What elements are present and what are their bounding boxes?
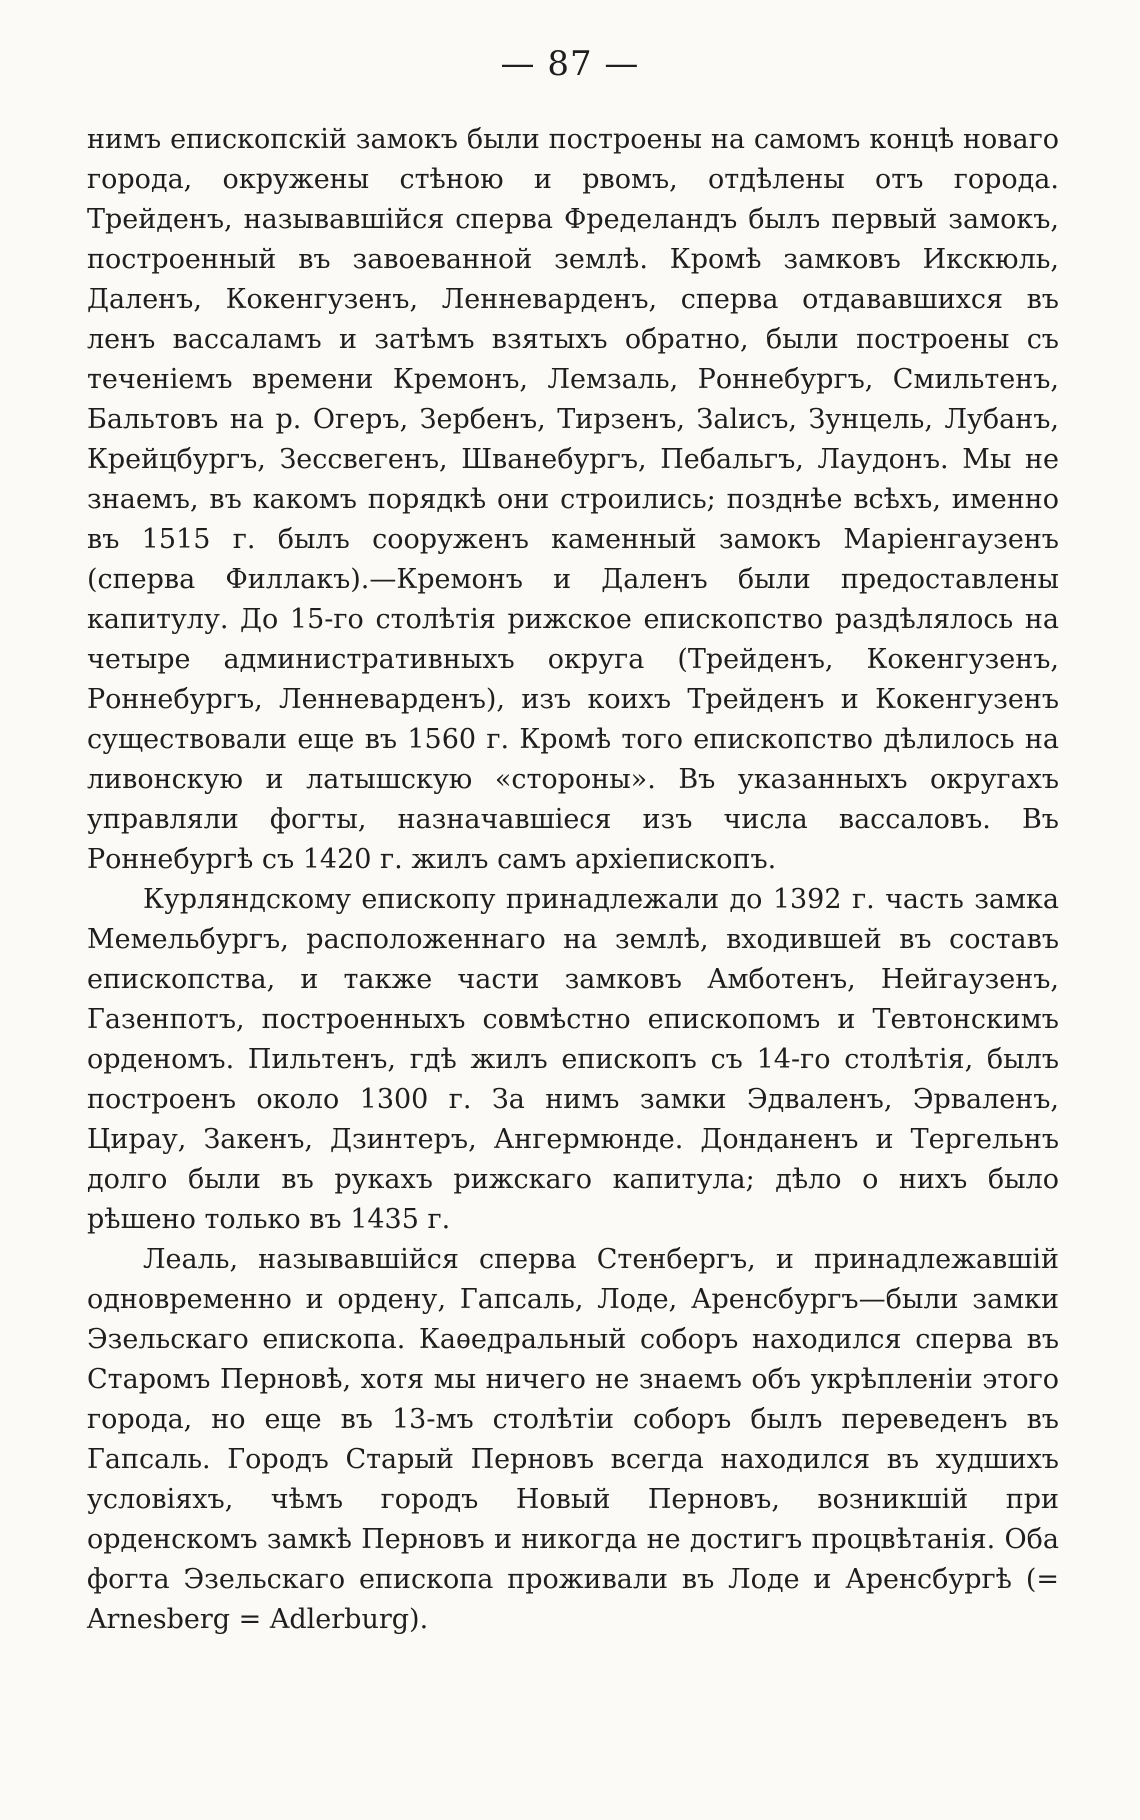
- body-text: [87, 120, 1059, 1640]
- paragraph-3: Леаль, называвшійся сперва Стенбергъ, и принадлежавшій одновременно и ордену, Гапсаль, Лоде, Аренсбургъ—были замки Эзельскаго епископа. Каѳедральный соборъ находился сперва въ Старомъ Перновѣ, хотя мы ничего не знаемъ объ укрѣпленіи этого города, но еще въ 13-мъ столѣтіи соборъ былъ переведенъ въ Гапсаль. Городъ Старый Перновъ всегда находился въ худшихъ условіяхъ, чѣмъ городъ Новый Перновъ, возникшій при орденскомъ замкѣ Перновъ и никогда не достигъ процвѣтанія. Оба фогта Эзельскаго епископа проживали въ Лоде и Аренсбургѣ (= Arnesberg = Adlerburg).: [87, 1244, 1059, 1635]
- paragraph-1: нимъ епископскій замокъ были построены на самомъ концѣ новаго города, окружены стѣною и рвомъ, отдѣлены отъ города. Трейденъ, называвшійся сперва Фределандъ былъ первый замокъ, построенный въ завоеванной землѣ. Кромѣ замковъ Икскюль, Даленъ, Кокенгузенъ, Ленневарденъ, сперва отдававшихся въ ленъ вассаламъ и затѣмъ взятыхъ обратно, были построены съ теченіемъ времени Кремонъ, Лемзаль, Роннебургъ, Смильтенъ, Бальтовъ на р. Огеръ, Зербенъ, Тирзенъ, Зalисъ, Зунцель, Лубанъ, Крейцбургъ, Зессвегенъ, Шванебургъ, Пебальгъ, Лаудонъ. Мы не знаемъ, въ какомъ порядкѣ они строились; позднѣе всѣхъ, именно въ 1515 г. былъ сооруженъ каменный замокъ Маріенгаузенъ (сперва Филлакъ).—Кремонъ и Даленъ были предоставлены капитулу. До 15-го столѣтія рижское епископство раздѣлялось на четыре административныхъ округа (Трейденъ, Кокенгузенъ, Роннебургъ, Ленневарденъ), изъ коихъ Трейденъ и Кокенгузенъ существовали еще въ 1560 г. Кромѣ того епископство дѣлилось на ливонскую и латышскую «стороны». Въ указанныхъ округахъ управляли фогты, назначавшіеся изъ числа вассаловъ. Въ Роннебургѣ съ 1420 г. жилъ самъ архіепископъ.: [87, 124, 1059, 875]
- page-number: — 87 —: [500, 44, 640, 84]
- paragraph-2: Курляндскому епископу принадлежали до 1392 г. часть замка Мемельбургъ, расположеннаго на землѣ, входившей въ составъ епископства, и также части замковъ Амботенъ, Нейгаузенъ, Газенпотъ, построенныхъ совмѣстно епископомъ и Тевтонскимъ орденомъ. Пильтенъ, гдѣ жилъ епископъ съ 14-го столѣтія, былъ построенъ около 1300 г. За нимъ замки Эдваленъ, Эрваленъ, Цирау, Закенъ, Дзинтеръ, Ангермюнде. Донданенъ и Тергельнъ долго были въ рукахъ рижскаго капитула; дѣло о нихъ было рѣшено только въ 1435 г.: [87, 884, 1059, 1235]
